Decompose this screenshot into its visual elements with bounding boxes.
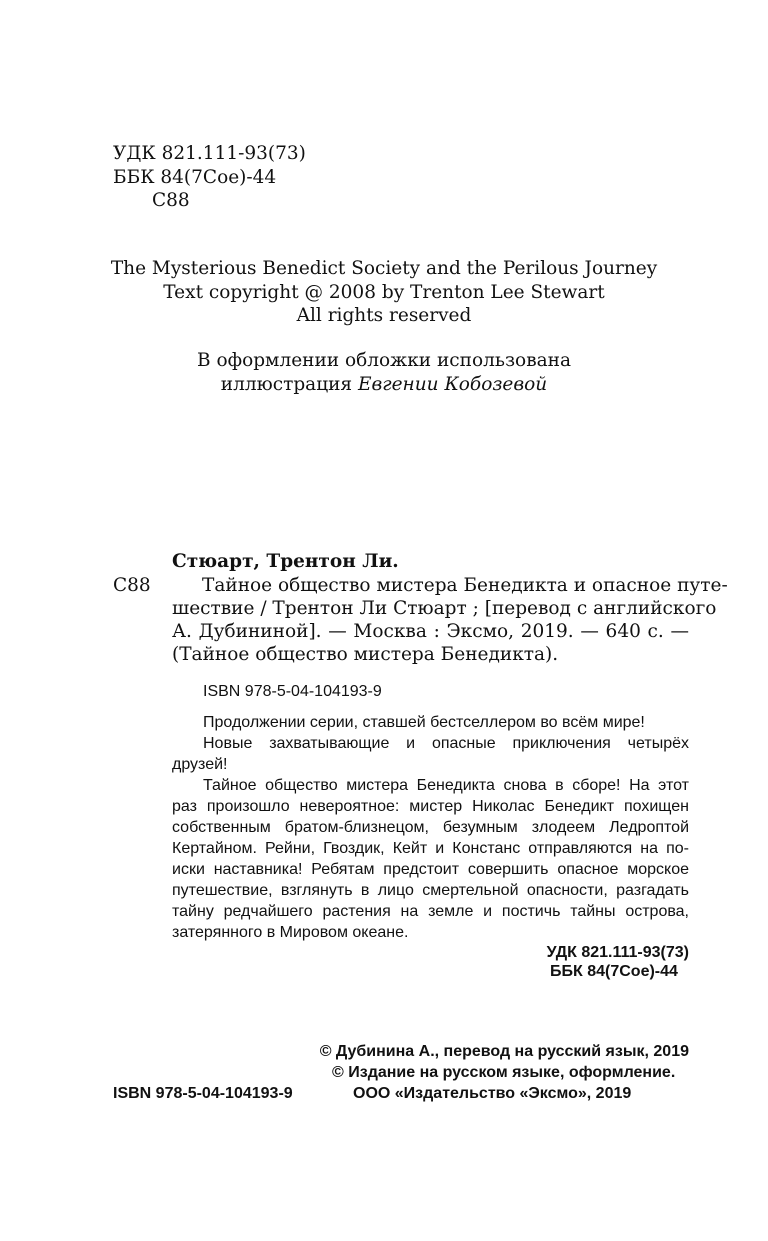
catalog-line: А. Дубининой]. — Москва : Эксмо, 2019. — 640 с. — [172,621,689,642]
annotation-bbk: ББК 84(7Сое)-44 [550,963,678,980]
catalog-isbn: ISBN 978-5-04-104193-9 [203,683,382,700]
translation-copyright: © Дубинина А., перевод на русский язык, 2019 [319,1043,689,1060]
cover-note-line2 [0,374,768,395]
illustrator-name: Евгении Кобозевой [357,374,548,395]
annotation-line: путешествие, взглянуть в лицо смертельной опасности, разгадать [172,882,689,899]
rights-reserved: All rights reserved [296,305,472,326]
book-isbn: ISBN 978-5-04-104193-9 [113,1085,293,1102]
bbk-code: ББК 84(7Сое)-44 [113,167,277,188]
annotation-line: друзей! [172,756,228,773]
annotation-line: Новые захватывающие и опасные приключения четырёх [203,735,689,752]
catalog-line: шествие / Трентон Ли Стюарт ; [перевод с английского [172,598,717,619]
original-copyright: Text copyright @ 2008 by Trenton Lee Stewart [163,282,605,303]
annotation-line: Тайное общество мистера Бенедикта снова в сборе! На этот [203,777,689,794]
original-title: The Mysterious Benedict Society and the Perilous Journey [110,258,658,279]
annotation-line: собственным братом-близнецом, безумным злодеем Ледроптой [172,819,689,836]
annotation-line: Кертайном. Рейни, Гвоздик, Кейт и Констанс отправляются на по- [172,840,689,857]
cover-note-prefix: иллюстрация [220,374,358,395]
udk-code: УДК 821.111-93(73) [113,143,306,164]
annotation-line: затерянного в Мировом океане. [172,924,409,941]
annotation-udk: УДК 821.111-93(73) [546,944,689,961]
catalog-line: (Тайное общество мистера Бенедикта). [172,644,559,665]
annotation-line: раз произошло невероятное: мистер Николас Бенедикт похищен [172,798,689,815]
annotation-line: иски наставника! Ребятам предстоит совершить опасное морское [172,861,689,878]
annotation-line: тайну редчайшего растения на земле и постичь тайны острова, [172,903,689,920]
annotation-line: Продолжении серии, ставшей бестселлером во всём мире! [203,714,645,731]
cover-note-line1: В оформлении обложки использована [196,350,571,371]
catalog-code: С88 [113,575,151,596]
publisher-copyright: ООО «Издательство «Эксмо», 2019 [353,1085,632,1102]
catalog-line: Тайное общество мистера Бенедикта и опасное путе- [202,575,728,596]
edition-copyright: © Издание на русском языке, оформление. [332,1064,676,1081]
catalog-author: Стюарт, Трентон Ли. [172,551,399,572]
author-mark-code: С88 [152,190,190,211]
